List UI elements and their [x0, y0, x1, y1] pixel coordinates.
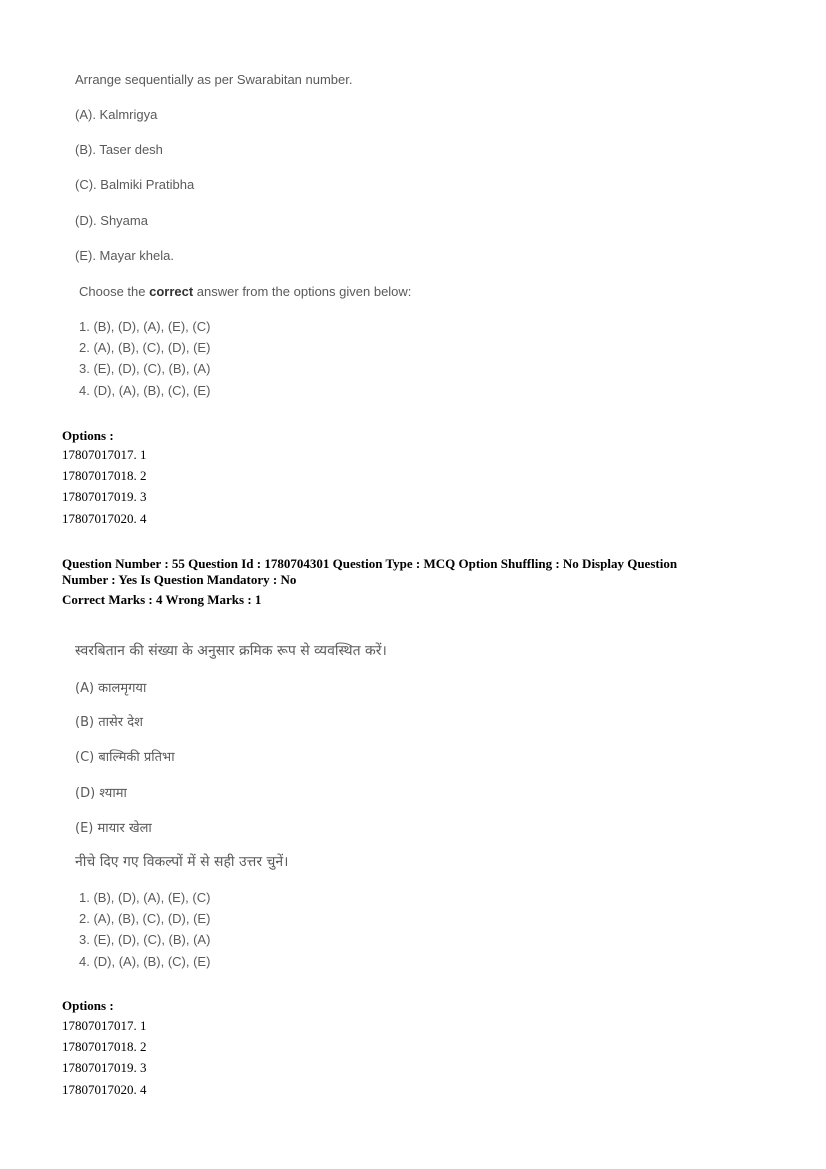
question-item-b: (B). Taser desh [75, 142, 163, 157]
question-instruction-hindi: स्वरबितान की संख्या के अनुसार क्रमिक रूप से व्यवस्थित करें। [75, 643, 387, 659]
option-item: 17807017019. 3 [62, 1060, 147, 1075]
question-item-a-hindi: (A) कालमृगया [75, 681, 147, 696]
option-item: 17807017017. 1 [62, 1018, 147, 1033]
question-item-b-hindi: (B) तासेर देश [75, 715, 143, 730]
choose-instruction: Choose the correct answer from the options given below: [79, 284, 412, 299]
question-item-d: (D). Shyama [75, 213, 148, 228]
option-item: 17807017017. 1 [62, 447, 147, 462]
question-item-d-hindi: (D) श्यामा [75, 786, 127, 801]
question-marks: Correct Marks : 4 Wrong Marks : 1 [62, 592, 262, 607]
option-item: 17807017019. 3 [62, 489, 147, 504]
answer-choice-1: 1. (B), (D), (A), (E), (C) [79, 319, 211, 334]
question-item-e: (E). Mayar khela. [75, 248, 174, 263]
answer-choice-1: 1. (B), (D), (A), (E), (C) [79, 890, 211, 905]
question-item-a: (A). Kalmrigya [75, 107, 158, 122]
choose-instruction-hindi: नीचे दिए गए विकल्पों में से सही उत्तर चुनें। [75, 854, 289, 870]
answer-choice-2: 2. (A), (B), (C), (D), (E) [79, 340, 211, 355]
answer-choice-3: 3. (E), (D), (C), (B), (A) [79, 932, 211, 947]
question-meta-line2: Number : Yes Is Question Mandatory : No [62, 572, 297, 587]
answer-choice-2: 2. (A), (B), (C), (D), (E) [79, 911, 211, 926]
option-item: 17807017018. 2 [62, 1039, 147, 1054]
question-item-c: (C). Balmiki Pratibha [75, 177, 195, 192]
answer-choice-4: 4. (D), (A), (B), (C), (E) [79, 383, 211, 398]
question-item-c-hindi: (C) बाल्मिकी प्रतिभा [75, 750, 175, 765]
options-label: Options : [62, 428, 114, 443]
question-instruction: Arrange sequentially as per Swarabitan number. [75, 72, 353, 87]
question-meta-line1: Question Number : 55 Question Id : 1780704301 Question Type : MCQ Option Shuffling : No Display Question [62, 556, 678, 571]
answer-choice-4: 4. (D), (A), (B), (C), (E) [79, 954, 211, 969]
answer-choice-3: 3. (E), (D), (C), (B), (A) [79, 361, 211, 376]
options-label: Options : [62, 998, 114, 1013]
option-item: 17807017018. 2 [62, 468, 147, 483]
option-item: 17807017020. 4 [62, 1082, 147, 1097]
question-item-e-hindi: (E) मायार खेला [75, 821, 152, 836]
option-item: 17807017020. 4 [62, 511, 147, 526]
